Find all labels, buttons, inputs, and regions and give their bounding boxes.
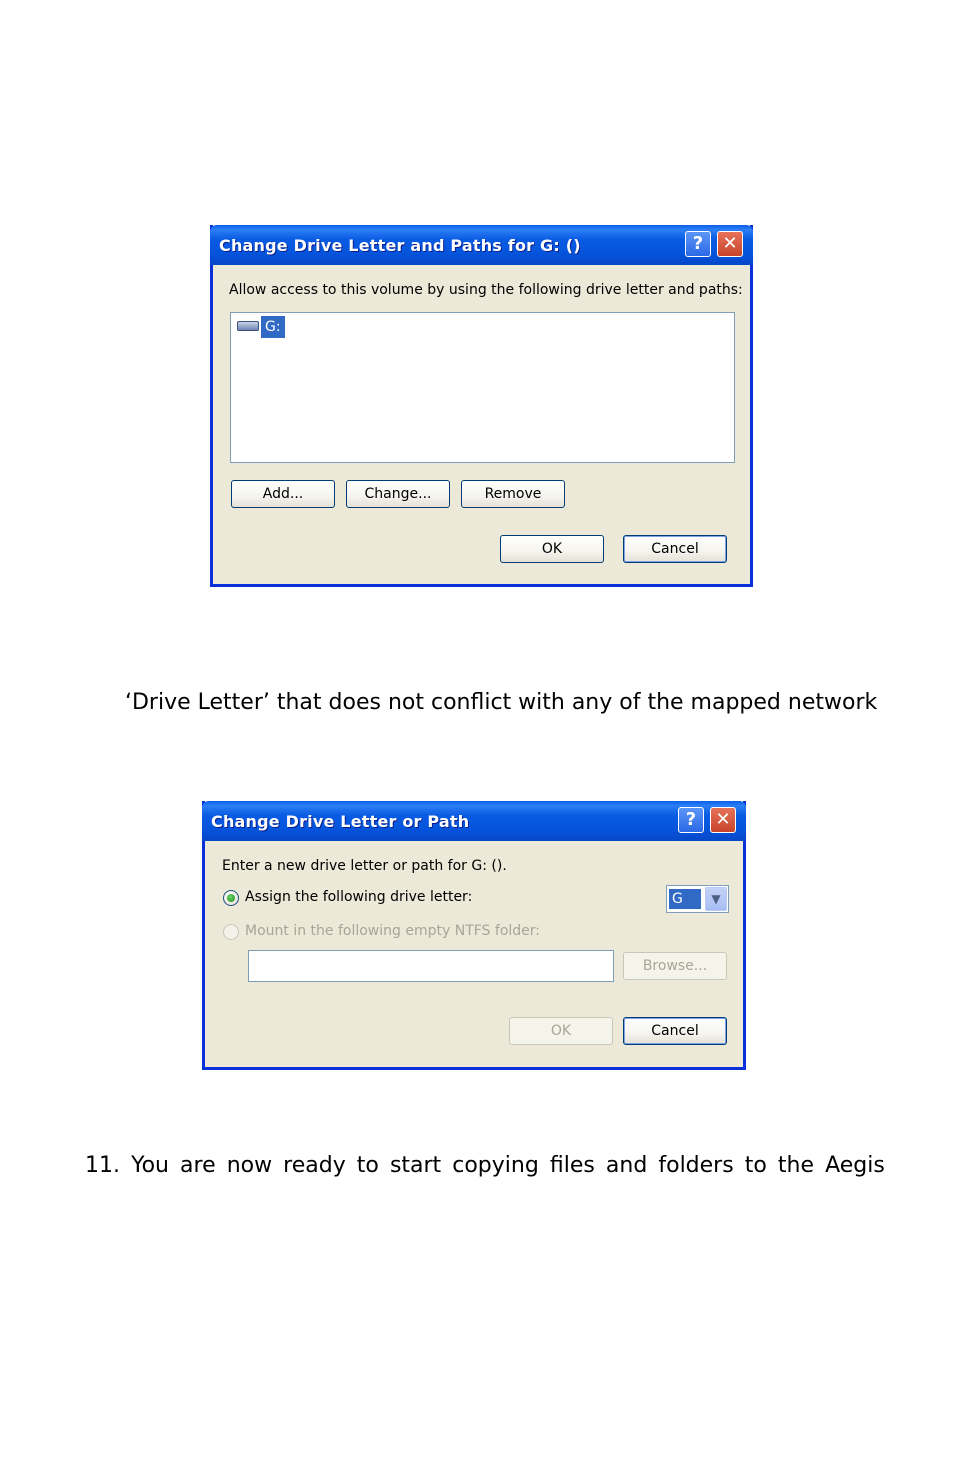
- assign-drive-letter-label[interactable]: Assign the following drive letter:: [245, 889, 473, 905]
- drive-letter-value: G: [669, 889, 701, 909]
- dialog-title: Change Drive Letter or Path: [211, 812, 470, 831]
- close-icon[interactable]: ✕: [710, 807, 736, 833]
- cancel-button[interactable]: Cancel: [623, 1017, 727, 1045]
- chevron-down-icon[interactable]: ▼: [705, 887, 727, 911]
- drive-icon: [237, 321, 259, 331]
- word: and: [605, 1153, 648, 1178]
- folder-path-input[interactable]: [248, 950, 614, 982]
- dialog-titlebar[interactable]: [210, 225, 753, 265]
- remove-button[interactable]: Remove: [461, 480, 565, 508]
- change-button[interactable]: Change...: [346, 480, 450, 508]
- word: now: [226, 1153, 273, 1178]
- dialog-instruction: Allow access to this volume by using the following drive letter and paths:: [229, 282, 743, 298]
- dialog-instruction: Enter a new drive letter or path for G: ().: [222, 858, 507, 874]
- word: to: [356, 1153, 379, 1178]
- caption-drive-letter-note: ‘Drive Letter’ that does not conflict with any of the mapped network: [125, 690, 878, 715]
- word: files: [549, 1153, 595, 1178]
- word: 11.: [85, 1153, 120, 1178]
- drive-letter-select[interactable]: [666, 885, 729, 913]
- browse-button[interactable]: Browse...: [623, 952, 727, 980]
- change-drive-letter-and-paths-dialog: [210, 225, 753, 587]
- word: copying: [452, 1153, 539, 1178]
- word: folders: [658, 1153, 734, 1178]
- mount-ntfs-folder-label[interactable]: Mount in the following empty NTFS folder:: [245, 923, 540, 939]
- help-icon[interactable]: ?: [685, 231, 711, 257]
- cancel-button[interactable]: Cancel: [623, 535, 727, 563]
- close-icon[interactable]: ✕: [717, 231, 743, 257]
- word: You: [131, 1153, 169, 1178]
- ok-button[interactable]: OK: [509, 1017, 613, 1045]
- dialog-title: Change Drive Letter and Paths for G: (): [219, 236, 581, 255]
- drive-paths-list[interactable]: [230, 312, 735, 463]
- word: start: [389, 1153, 442, 1178]
- add-button[interactable]: Add...: [231, 480, 335, 508]
- change-drive-letter-or-path-dialog: [202, 801, 746, 1070]
- ok-button[interactable]: OK: [500, 535, 604, 563]
- word: the: [777, 1153, 815, 1178]
- word: are: [180, 1153, 216, 1178]
- mount-ntfs-folder-radio[interactable]: [223, 924, 239, 940]
- assign-drive-letter-radio[interactable]: [223, 890, 239, 906]
- word: to: [744, 1153, 767, 1178]
- dialog-titlebar[interactable]: [202, 801, 746, 841]
- word: ready: [283, 1153, 346, 1178]
- list-item-label: G:: [261, 316, 285, 338]
- help-icon[interactable]: ?: [678, 807, 704, 833]
- word: Aegis: [825, 1153, 885, 1178]
- step-11-text: [85, 1153, 885, 1178]
